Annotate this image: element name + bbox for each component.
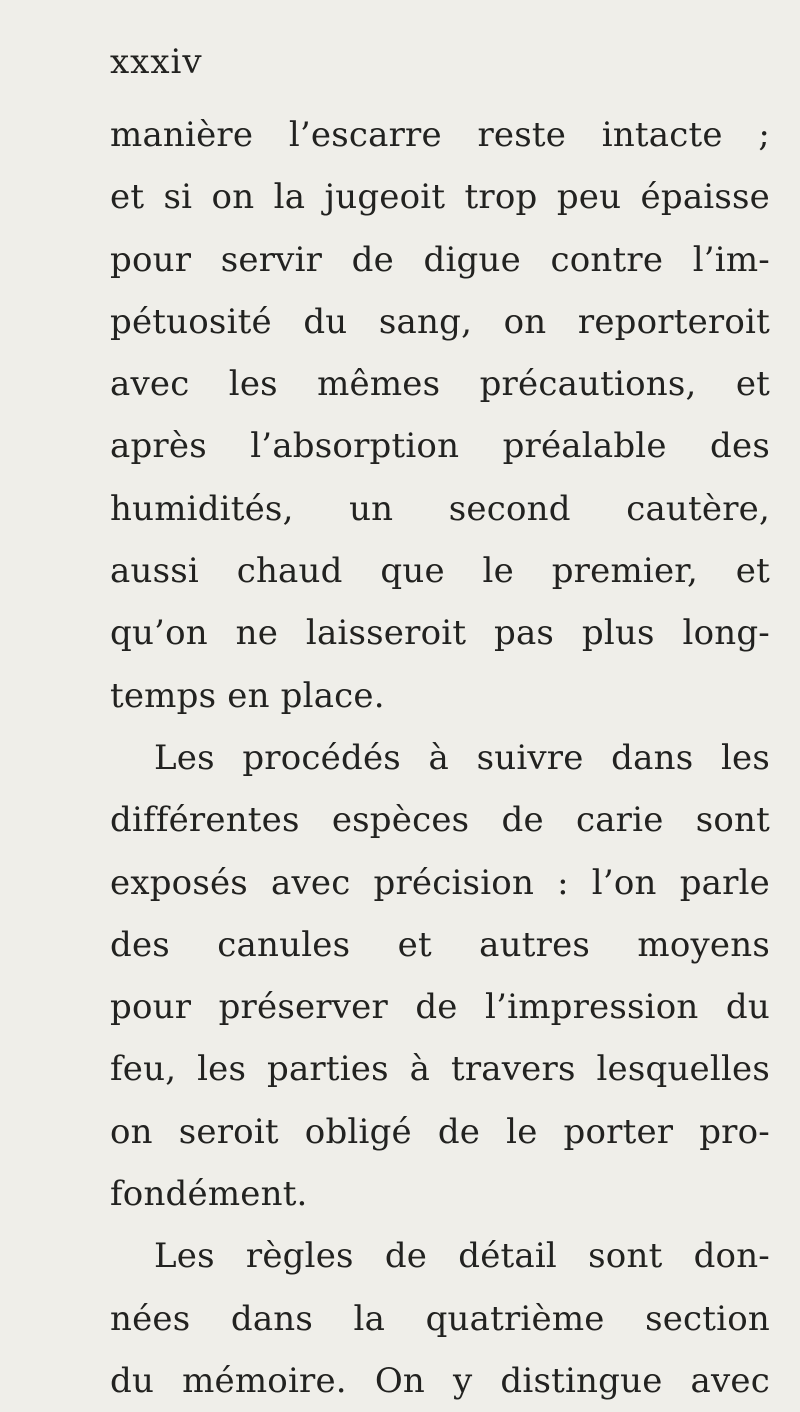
text-line: aussi chaud que le premier, et [110, 551, 770, 592]
text-line: des canules et autres moyens [110, 924, 770, 965]
text-line: pour servir de digue contre l’im- [110, 239, 770, 280]
text-line: et si on la jugeoit trop peu épaisse [110, 177, 770, 218]
body-text [110, 104, 770, 1412]
paragraph-start-line: Les procédés à suivre dans les [154, 737, 770, 778]
text-line: qu’on ne laisseroit pas plus long- [110, 613, 770, 654]
text-line: avec les mêmes précautions, et [110, 364, 770, 405]
text-line: on seroit obligé de le porter pro- [110, 1111, 770, 1152]
text-line: feu, les parties à travers lesquelles [110, 1049, 770, 1090]
text-line: humidités, un second cautère, [110, 488, 770, 529]
text-line: manière l’escarre reste intacte ; [110, 115, 770, 155]
text-line: du mémoire. On y distingue avec [110, 1360, 770, 1401]
page-number: xxxiv [110, 42, 203, 82]
text-line: après l’absorption préalable des [110, 426, 770, 467]
text-line: fondément. [110, 1174, 308, 1215]
text-line: nées dans la quatrième section [110, 1298, 770, 1339]
text-line: exposés avec précision : l’on parle [110, 862, 770, 903]
text-line: pétuosité du sang, on reporteroit [110, 301, 770, 342]
text-line: temps en place. [110, 675, 385, 716]
paragraph-start-line: Les règles de détail sont don- [154, 1236, 770, 1277]
text-line: pour préserver de l’impression du [110, 987, 770, 1028]
text-line: différentes espèces de carie sont [110, 800, 770, 841]
